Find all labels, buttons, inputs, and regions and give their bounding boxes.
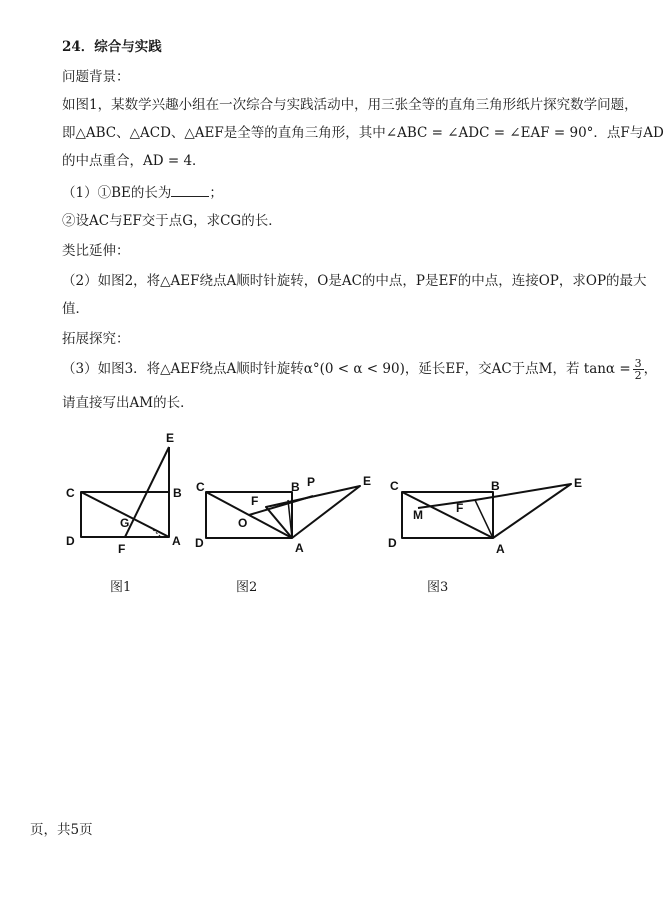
fig2-label-b: B xyxy=(291,480,300,494)
question-3-line-1-end: ， xyxy=(643,361,658,377)
question-1a-prefix: （1）①BE的长为 xyxy=(62,185,172,201)
fig1-diagonal-ac xyxy=(81,492,169,537)
figure-3 xyxy=(402,484,571,538)
question-2-line-2: 值． xyxy=(62,301,89,317)
fig2-label-e: E xyxy=(363,474,372,488)
figure-3-caption: 图3 xyxy=(427,580,449,595)
intro-line-3: 的中点重合，AD = 4． xyxy=(62,153,206,169)
fig3-label-a: A xyxy=(496,542,505,556)
intro-line-1: 如图1，某数学兴趣小组在一次综合与实践活动中，用三张全等的直角三角形纸片探究数学问题， xyxy=(62,97,638,113)
question-1b: ②设AC与EF交于点G，求CG的长． xyxy=(62,213,282,229)
fig1-label-f: F xyxy=(118,542,126,556)
fig3-label-f: F xyxy=(456,501,464,515)
intro-line-2: 即△ABC、△ACD、△AEF是全等的直角三角形，其中∠ABC = ∠ADC = ∠EAF = 90°．点F与AD xyxy=(62,125,664,141)
fig1-label-g: G xyxy=(120,516,130,530)
fig3-label-e: E xyxy=(574,476,583,490)
question-3-text: （3）如图3．将△AEF绕点A顺时针旋转α°(0 < α < 90)，延长EF，交AC于点M，若 tanα = xyxy=(62,361,631,377)
fig1-label-a: A xyxy=(172,534,181,548)
fig2-triangle-aef xyxy=(266,486,360,538)
figure-2-caption: 图2 xyxy=(236,580,258,595)
analogy-heading: 类比延伸： xyxy=(62,243,130,259)
fig3-label-c: C xyxy=(390,479,399,493)
problem-title: 24．综合与实践 xyxy=(62,39,162,55)
figure-2 xyxy=(206,486,360,538)
fig3-label-m: M xyxy=(413,508,423,522)
fig3-label-b: B xyxy=(491,479,500,493)
fig1-label-e: E xyxy=(166,431,175,445)
fig1-label-b: B xyxy=(173,486,182,500)
figure-1-caption: 图1 xyxy=(110,580,132,595)
fig3-label-d: D xyxy=(388,536,397,550)
background-heading: 问题背景： xyxy=(62,69,130,85)
fraction-numerator: 3 xyxy=(634,357,642,370)
extension-heading: 拓展探究： xyxy=(62,331,130,347)
question-2-line-1: （2）如图2，将△AEF绕点A顺时针旋转，O是AC的中点，P是EF的中点，连接OP，求OP的最大 xyxy=(62,273,647,289)
fig1-label-c: C xyxy=(66,486,75,500)
fig2-label-d: D xyxy=(195,536,204,550)
page-footer: 页，共5页 xyxy=(30,822,93,838)
fig3-segment-af xyxy=(475,500,493,538)
fig2-label-p: P xyxy=(307,475,316,489)
question-3-line-2: 请直接写出AM的长． xyxy=(62,395,194,411)
fig2-label-o: O xyxy=(238,516,248,530)
fraction-denominator: 2 xyxy=(634,369,642,382)
fig2-label-f: F xyxy=(251,494,259,508)
question-1a-suffix: ； xyxy=(209,185,223,201)
fig1-label-d: D xyxy=(66,534,75,548)
fig2-segment-op xyxy=(249,496,313,515)
fig2-label-c: C xyxy=(196,480,205,494)
fig2-label-a: A xyxy=(295,541,304,555)
